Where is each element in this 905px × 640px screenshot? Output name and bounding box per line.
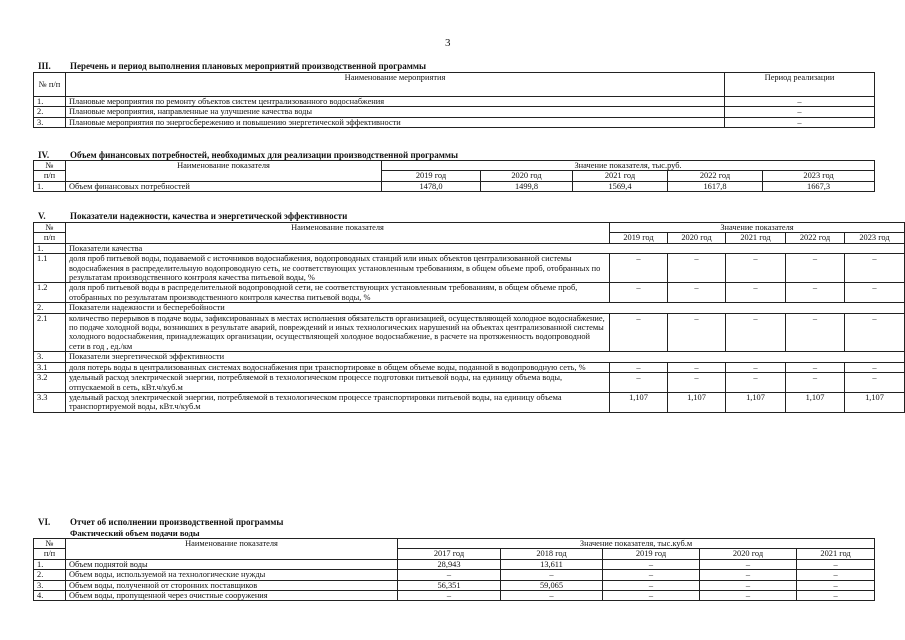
row-value: 59,065 [501, 580, 603, 590]
group-name: Показатели качества [66, 243, 905, 253]
row-name: количество перерывов в подаче воды, зафиксированных в местах исполнения обязательств организацией, осуществляющей холодное водоснабжение, по подаче холодной воды, возникших в результате аварий, повреждений и иных технологических нарушений на объектах централизованной системы холодного водоснабжения, принадлежащих организации, осуществляющей холодное водоснабжение, в расчете на протяженность водопроводной сети в год , ед./км [66, 313, 610, 352]
row-name: Объем воды, используемой на технологические нужды [66, 570, 398, 580]
section-4-number: IV. [38, 150, 50, 160]
row-name: Объем воды, пропущенной через очистные сооружения [66, 591, 398, 601]
row-value: – [726, 373, 786, 393]
row-number: 1. [34, 181, 66, 191]
header-no-bottom: п/п [34, 549, 66, 559]
row-value: – [797, 580, 875, 590]
row-value: – [797, 570, 875, 580]
header-no-top: № [34, 539, 66, 549]
row-value: – [610, 313, 668, 352]
row-value: – [668, 283, 726, 303]
table-row [34, 107, 875, 117]
row-period: – [725, 97, 875, 107]
row-name: удельный расход электрической энергии, потребляемой в технологическом процессе транспортировки питьевой воды, на единицу объема транспортируемой воды, кВт.ч/куб.м [66, 392, 610, 412]
table-row [34, 181, 875, 191]
section-6-rows [34, 559, 875, 601]
row-period: – [725, 117, 875, 127]
header-no-top: № [34, 223, 66, 233]
row-number: 1. [34, 559, 66, 569]
header-name: Наименование мероприятия [66, 73, 725, 97]
row-number: 1.1 [34, 254, 66, 283]
group-number: 1. [34, 243, 66, 253]
section-3-table [33, 72, 875, 128]
section-5-title: Показатели надежности, качества и энергетической эффективности [70, 211, 348, 221]
row-value: – [797, 559, 875, 569]
row-number: 3. [34, 117, 66, 127]
row-value: 28,943 [398, 559, 501, 569]
header-no-top: № [34, 161, 66, 171]
section-5-number: V. [38, 211, 46, 221]
row-value: – [726, 362, 786, 372]
section-5-heading [38, 211, 347, 221]
row-number: 3.2 [34, 373, 66, 393]
row-number: 2. [34, 570, 66, 580]
row-period: – [725, 107, 875, 117]
header-no: № п/п [34, 73, 66, 97]
table-header-row [34, 223, 905, 233]
row-number: 3.3 [34, 392, 66, 412]
header-year: 2022 год [668, 171, 763, 181]
section-4-rows [34, 181, 875, 191]
row-value: – [610, 373, 668, 393]
table-row [34, 313, 905, 352]
row-number: 4. [34, 591, 66, 601]
header-name: Наименование показателя [66, 223, 610, 244]
row-value: – [610, 362, 668, 372]
row-value: 1,107 [668, 392, 726, 412]
row-value: – [610, 283, 668, 303]
table-header-row [34, 161, 875, 171]
header-year: 2023 год [763, 171, 875, 181]
section-4-table [33, 160, 875, 192]
table-row [34, 283, 905, 303]
header-name: Наименование показателя [66, 539, 398, 560]
row-value: – [845, 313, 905, 352]
row-value: – [501, 591, 603, 601]
row-value: – [726, 313, 786, 352]
row-value: 1617,8 [668, 181, 763, 191]
header-year: 2020 год [481, 171, 573, 181]
row-value: – [786, 373, 845, 393]
section-5-table [33, 222, 905, 413]
header-year: 2021 год [797, 549, 875, 559]
page-number: 3 [445, 37, 451, 49]
row-name: доля проб питьевой воды в распределительной водопроводной сети, не соответствующих установленным требованиям, в общем объеме проб, отобранных по результатам производственного контроля качества питьевой воды, % [66, 283, 610, 303]
section-5-rows [34, 243, 905, 412]
row-value: – [845, 254, 905, 283]
row-name: удельный расход электрической энергии, потребляемой в технологическом процессе подготовки питьевой воды, на единицу объема воды, отпускаемой в сеть, кВт.ч/куб.м [66, 373, 610, 393]
row-value: – [700, 580, 797, 590]
row-value: – [845, 362, 905, 372]
table-header-row [34, 73, 875, 97]
header-year: 2020 год [668, 233, 726, 243]
header-year: 2021 год [726, 233, 786, 243]
header-no-bottom: п/п [34, 233, 66, 243]
row-name: Плановые мероприятия, направленные на улучшение качества воды [66, 107, 725, 117]
row-value: – [610, 254, 668, 283]
header-no-bottom: п/п [34, 171, 66, 181]
header-year: 2017 год [398, 549, 501, 559]
header-value: Значение показателя [610, 223, 905, 233]
table-row [34, 392, 905, 412]
header-year: 2023 год [845, 233, 905, 243]
row-value: 1569,4 [573, 181, 668, 191]
row-name: Плановые мероприятия по ремонту объектов систем централизованного водоснабжения [66, 97, 725, 107]
row-number: 1.2 [34, 283, 66, 303]
row-number: 3. [34, 580, 66, 590]
row-value: – [700, 559, 797, 569]
row-value: – [603, 559, 700, 569]
row-value: 1,107 [786, 392, 845, 412]
section-6-title: Отчет об исполнении производственной программы [70, 517, 284, 527]
section-6-subtitle: Фактический объем подачи воды [70, 528, 200, 538]
table-row [34, 570, 875, 580]
group-name: Показатели энергетической эффективности [66, 352, 905, 362]
header-year: 2019 год [610, 233, 668, 243]
table-row [34, 580, 875, 590]
section-4-heading [38, 150, 458, 160]
row-value: – [668, 362, 726, 372]
section-3-heading [38, 61, 426, 71]
header-period: Период реализации [725, 73, 875, 97]
row-value: 13,611 [501, 559, 603, 569]
table-header-row [34, 539, 875, 549]
row-number: 1. [34, 97, 66, 107]
table-row [34, 117, 875, 127]
section-6-heading [38, 517, 283, 527]
section-4-title: Объем финансовых потребностей, необходимых для реализации производственной программы [70, 150, 459, 160]
group-row [34, 352, 905, 362]
group-number: 2. [34, 303, 66, 313]
row-number: 3.1 [34, 362, 66, 372]
section-6-number: VI. [38, 517, 51, 527]
row-value: 1667,3 [763, 181, 875, 191]
row-value: – [668, 254, 726, 283]
row-value: – [700, 591, 797, 601]
section-6-table [33, 538, 875, 601]
row-name: Объем поднятой воды [66, 559, 398, 569]
header-year: 2020 год [700, 549, 797, 559]
row-value: – [726, 254, 786, 283]
header-name: Наименование показателя [66, 161, 382, 182]
row-value: – [700, 570, 797, 580]
row-name: доля проб питьевой воды, подаваемой с источников водоснабжения, водопроводных станций или иных объектов централизованной системы водоснабжения в распределительную водопроводную сеть, не соответствующих установленным требованиям, в общем объеме проб, отобранных по результатам производственного контроля качества питьевой воды, % [66, 254, 610, 283]
row-value: – [501, 570, 603, 580]
row-value: – [603, 580, 700, 590]
header-year: 2021 год [573, 171, 668, 181]
group-number: 3. [34, 352, 66, 362]
group-row [34, 243, 905, 253]
table-row [34, 362, 905, 372]
header-year: 2018 год [501, 549, 603, 559]
row-value: – [726, 283, 786, 303]
row-number: 2.1 [34, 313, 66, 352]
row-value: 1,107 [726, 392, 786, 412]
row-value: 1,107 [610, 392, 668, 412]
row-value: – [603, 570, 700, 580]
row-value: 1,107 [845, 392, 905, 412]
row-value: – [797, 591, 875, 601]
row-value: 56,351 [398, 580, 501, 590]
header-year: 2019 год [603, 549, 700, 559]
row-value: – [845, 373, 905, 393]
row-value: – [603, 591, 700, 601]
row-value: – [786, 313, 845, 352]
row-value: 1478,0 [382, 181, 481, 191]
table-row [34, 373, 905, 393]
row-name: Объем финансовых потребностей [66, 181, 382, 191]
header-year: 2019 год [382, 171, 481, 181]
row-value: – [786, 254, 845, 283]
row-value: – [786, 362, 845, 372]
row-name: Объем воды, полученной от сторонних поставщиков [66, 580, 398, 590]
row-value: – [845, 283, 905, 303]
row-value: 1499,8 [481, 181, 573, 191]
row-name: доля потерь воды в централизованных системах водоснабжения при транспортировке в общем объеме воды, поданной в водопроводную сеть, % [66, 362, 610, 372]
row-value: – [668, 313, 726, 352]
group-name: Показатели надежности и бесперебойности [66, 303, 905, 313]
header-value: Значение показателя, тыс.куб.м [398, 539, 875, 549]
section-3-number: III. [38, 61, 51, 71]
table-row [34, 559, 875, 569]
table-row [34, 254, 905, 283]
table-row [34, 97, 875, 107]
row-value: – [668, 373, 726, 393]
row-name: Плановые мероприятия по энергосбережению и повышению энергетической эффективности [66, 117, 725, 127]
table-row [34, 591, 875, 601]
row-value: – [786, 283, 845, 303]
group-row [34, 303, 905, 313]
row-value: – [398, 591, 501, 601]
row-number: 2. [34, 107, 66, 117]
header-year: 2022 год [786, 233, 845, 243]
section-3-title: Перечень и период выполнения плановых мероприятий производственной программы [70, 61, 427, 71]
section-3-rows [34, 97, 875, 128]
row-value: – [398, 570, 501, 580]
header-value: Значение показателя, тыс.руб. [382, 161, 875, 171]
